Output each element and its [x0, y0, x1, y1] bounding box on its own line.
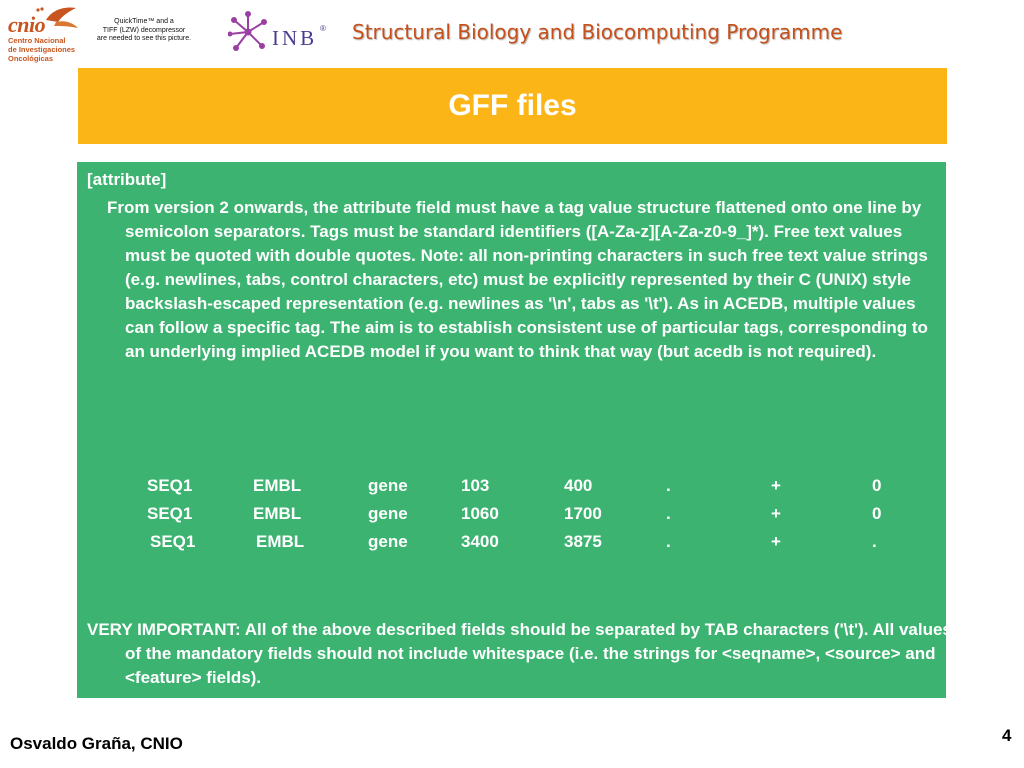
end-cell: 400 [564, 476, 593, 495]
attribute-description: From version 2 onwards, the attribute field must have a tag value structure flattened onto one line by semicolon separators. Tags must be standard identifiers ([A-Za-z][A-Za-z0-9_]*). Free text values must be quoted with double quotes. Note: all non-printing characters in such free text value strings (e.g. newlines, tabs, control characters, etc) must be explicitly represented by their C (UNIX) style backslash-escaped representation (e.g. newlines as '\n', tabs as '\t'). As in ACEDB, multiple values can follow a specific tag. The aim is to establish consistent use of particular tags, corresponding to an underlying implied ACEDB model if you want to think that way (but acedb is not required). [107, 198, 928, 361]
strand-cell: + [771, 504, 781, 523]
feature-cell: gene [368, 504, 408, 523]
seqname-cell: SEQ1 [147, 504, 193, 523]
frame-cell: 0 [872, 476, 882, 495]
frame-cell: . [872, 532, 877, 551]
important-note: VERY IMPORTANT: All of the above described fields should be separated by TAB characters ('\t'). All values of the mandatory fields should not include whitespace (i.e. the strings for <seqname>, <source> and <feature> fields). [87, 620, 952, 687]
end-cell: 3875 [564, 532, 602, 551]
score-cell: . [666, 532, 671, 551]
strand-cell: + [771, 476, 781, 495]
score-cell: . [666, 476, 671, 495]
feature-cell: gene [368, 476, 408, 495]
inb-logo [228, 10, 332, 56]
slide-title: GFF files [448, 89, 577, 122]
source-cell: EMBL [253, 476, 302, 495]
inb-wordmark: INB [272, 26, 318, 50]
cnio-logo [6, 4, 82, 66]
title-banner [78, 68, 947, 144]
seqname-cell: SEQ1 [147, 476, 193, 495]
molecule-icon [228, 10, 272, 56]
author-footer: Osvaldo Graña, CNIO [10, 734, 183, 753]
cnio-subtitle: Centro Nacional de Investigaciones Oncológicas [8, 36, 76, 63]
source-cell: EMBL [256, 532, 305, 551]
start-cell: 103 [461, 476, 490, 495]
start-cell: 1060 [461, 504, 499, 523]
feature-cell: gene [368, 532, 408, 551]
programme-title: Structural Biology and Biocomputing Programme [352, 20, 843, 44]
seqname-cell: SEQ1 [150, 532, 196, 551]
source-cell: EMBL [253, 504, 302, 523]
cnio-wordmark: cnio [8, 12, 46, 37]
quicktime-placeholder: QuickTime™ and a TIFF (LZW) decompressor are needed to see this picture. [96, 18, 192, 42]
end-cell: 1700 [564, 504, 602, 523]
page-number: 4 [1002, 726, 1012, 745]
table-row [147, 502, 902, 530]
table-row [147, 530, 902, 558]
start-cell: 3400 [461, 532, 499, 551]
attribute-heading: [attribute] [87, 170, 167, 189]
content-panel [77, 162, 952, 698]
gff-example-table [147, 474, 902, 558]
table-row [147, 474, 902, 502]
score-cell: . [666, 504, 671, 523]
registered-mark: ® [320, 24, 326, 33]
frame-cell: 0 [872, 504, 882, 523]
strand-cell: + [771, 532, 781, 551]
